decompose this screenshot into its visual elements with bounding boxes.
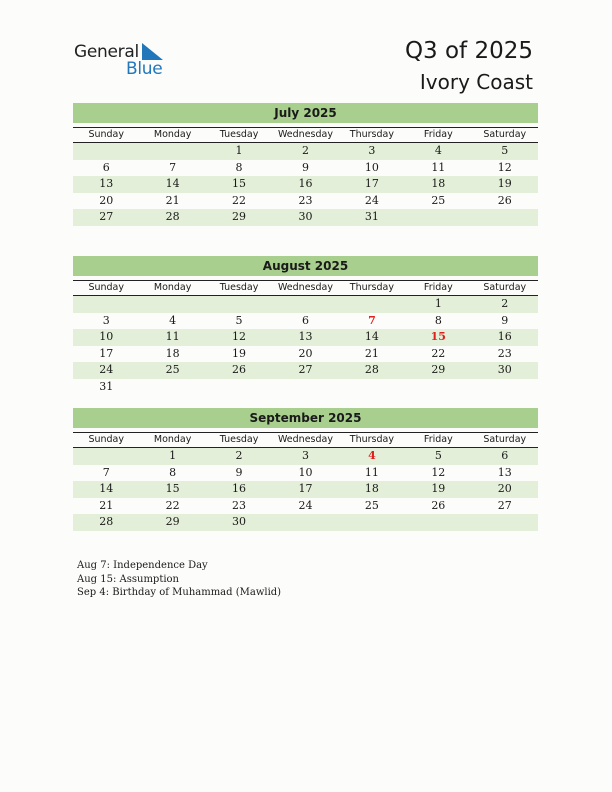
empty-day-cell: [339, 296, 405, 313]
day-cell: 9: [235, 465, 243, 479]
month-calendar-august: [73, 256, 538, 395]
holiday-note: Sep 4: Birthday of Muhammad (Mawlid): [77, 587, 282, 598]
week-row: [73, 465, 538, 482]
day-cell: 5: [501, 144, 509, 157]
generalblue-logo: [74, 42, 174, 78]
week-row: [73, 176, 538, 193]
weekday-label: Monday: [153, 434, 192, 445]
day-cell: 3: [301, 449, 309, 462]
day-cell: 18: [364, 482, 379, 495]
empty-day-cell: [73, 296, 139, 313]
day-cell: 25: [431, 193, 446, 207]
day-cell: 1: [169, 449, 177, 462]
day-cell: 24: [99, 363, 114, 376]
empty-day-cell: [339, 379, 405, 396]
day-cell: 6: [301, 313, 309, 327]
weekday-header-row: [73, 127, 538, 143]
weekday-label: Sunday: [88, 434, 124, 445]
day-cell: 27: [99, 210, 114, 223]
day-cell: 5: [235, 313, 243, 327]
day-cell: 23: [497, 346, 512, 360]
week-row: [73, 362, 538, 379]
day-cell: 13: [497, 465, 512, 479]
day-cell: 19: [497, 177, 512, 190]
day-cell: 16: [298, 177, 313, 190]
day-cell: 29: [431, 363, 446, 376]
day-cell: 19: [232, 346, 247, 360]
weekday-label: Thursday: [349, 282, 394, 293]
day-cell: 28: [165, 210, 180, 223]
day-cell: 27: [497, 498, 512, 512]
day-cell: 29: [165, 515, 180, 528]
day-cell: 18: [165, 346, 180, 360]
day-cell: 1: [434, 297, 442, 310]
week-row: [73, 514, 538, 531]
day-cell: 12: [431, 465, 446, 479]
holiday-note: Aug 7: Independence Day: [77, 560, 208, 571]
day-cell: 31: [99, 379, 114, 393]
week-row: [73, 193, 538, 210]
weekday-label: Thursday: [349, 434, 394, 445]
month-title: September 2025: [73, 408, 538, 428]
day-cell: 25: [364, 498, 379, 512]
day-cell: 24: [298, 498, 313, 512]
week-row: [73, 448, 538, 465]
empty-day-cell: [139, 379, 205, 396]
empty-day-cell: [272, 296, 338, 313]
day-cell: 8: [169, 465, 177, 479]
day-cell: 28: [99, 515, 114, 528]
week-row: [73, 379, 538, 396]
month-calendar-september: [73, 408, 538, 531]
day-cell: 7: [368, 313, 376, 327]
day-cell: 21: [364, 346, 379, 360]
weekday-header-row: [73, 280, 538, 296]
day-cell: 5: [434, 449, 442, 462]
weekday-label: Monday: [153, 129, 192, 140]
empty-day-cell: [405, 514, 471, 531]
weekday-label: Tuesday: [219, 282, 259, 293]
weekday-label: Wednesday: [277, 129, 333, 140]
weekday-label: Wednesday: [277, 434, 333, 445]
day-cell: 15: [430, 330, 446, 343]
week-row: [73, 346, 538, 363]
holiday-note: Aug 15: Assumption: [77, 573, 180, 585]
logo-word-blue: Blue: [126, 59, 163, 79]
day-cell: 16: [232, 482, 247, 495]
day-cell: 9: [501, 313, 509, 327]
weekday-label: Friday: [423, 282, 453, 293]
day-cell: 10: [364, 160, 379, 174]
page-title: Q3 of 2025: [404, 38, 533, 64]
day-cell: 17: [99, 346, 114, 360]
day-cell: 26: [232, 363, 247, 376]
empty-day-cell: [405, 379, 471, 396]
empty-day-cell: [339, 514, 405, 531]
week-row: [73, 160, 538, 177]
day-cell: 1: [235, 144, 243, 157]
day-cell: 11: [165, 330, 180, 343]
day-cell: 8: [434, 313, 442, 327]
weekday-label: Saturday: [483, 129, 527, 140]
empty-day-cell: [405, 209, 471, 226]
day-cell: 24: [364, 193, 379, 207]
empty-day-cell: [139, 296, 205, 313]
day-cell: 28: [364, 363, 379, 376]
day-cell: 20: [497, 482, 512, 495]
day-cell: 30: [232, 515, 247, 528]
weekday-label: Thursday: [349, 129, 394, 140]
day-cell: 20: [298, 346, 313, 360]
empty-day-cell: [472, 209, 538, 226]
weekday-header-row: [73, 432, 538, 448]
day-cell: 30: [497, 363, 512, 376]
day-cell: 27: [298, 363, 313, 376]
day-cell: 11: [364, 465, 379, 479]
day-cell: 23: [298, 193, 313, 207]
day-cell: 15: [232, 177, 247, 190]
empty-day-cell: [272, 379, 338, 396]
weekday-label: Friday: [423, 434, 453, 445]
weekday-label: Wednesday: [277, 282, 333, 293]
day-cell: 2: [301, 144, 309, 157]
day-cell: 16: [497, 330, 512, 343]
day-cell: 21: [165, 193, 180, 207]
day-cell: 4: [434, 144, 442, 157]
week-row: [73, 498, 538, 515]
day-cell: 3: [102, 313, 110, 327]
empty-day-cell: [206, 296, 272, 313]
day-cell: 14: [99, 482, 114, 495]
day-cell: 14: [364, 330, 379, 343]
day-cell: 8: [235, 160, 243, 174]
day-cell: 21: [99, 498, 114, 512]
day-cell: 12: [232, 330, 247, 343]
day-cell: 25: [165, 363, 180, 376]
day-cell: 4: [169, 313, 177, 327]
week-row: [73, 313, 538, 330]
day-cell: 23: [232, 498, 247, 512]
month-title: July 2025: [73, 103, 538, 123]
day-cell: 2: [235, 449, 243, 462]
month-title: August 2025: [73, 256, 538, 276]
week-row: [73, 329, 538, 346]
holiday-notes: [77, 559, 281, 600]
weekday-label: Tuesday: [219, 129, 259, 140]
weekday-label: Tuesday: [219, 434, 259, 445]
week-row: [73, 143, 538, 160]
day-cell: 15: [165, 482, 180, 495]
day-cell: 7: [169, 160, 177, 174]
week-row: [73, 296, 538, 313]
day-cell: 26: [431, 498, 446, 512]
day-cell: 13: [99, 177, 114, 190]
page-subtitle: Ivory Coast: [419, 70, 533, 94]
weekday-label: Monday: [153, 282, 192, 293]
week-row: [73, 209, 538, 226]
weekday-label: Sunday: [88, 129, 124, 140]
month-calendar-july: [73, 103, 538, 226]
day-cell: 12: [497, 160, 512, 174]
day-cell: 10: [99, 330, 114, 343]
day-cell: 30: [298, 210, 313, 223]
day-cell: 22: [165, 498, 180, 512]
empty-day-cell: [73, 448, 139, 465]
day-cell: 6: [501, 449, 509, 462]
day-cell: 7: [102, 465, 110, 479]
day-cell: 4: [368, 449, 376, 462]
day-cell: 31: [364, 210, 379, 223]
day-cell: 9: [301, 160, 309, 174]
day-cell: 14: [165, 177, 180, 190]
day-cell: 2: [501, 297, 509, 310]
day-cell: 26: [497, 193, 512, 207]
day-cell: 22: [232, 193, 247, 207]
day-cell: 17: [364, 177, 379, 190]
empty-day-cell: [472, 514, 538, 531]
day-cell: 22: [431, 346, 446, 360]
empty-day-cell: [206, 379, 272, 396]
day-cell: 11: [431, 160, 446, 174]
day-cell: 19: [431, 482, 446, 495]
week-row: [73, 481, 538, 498]
weekday-label: Saturday: [483, 434, 527, 445]
weekday-label: Sunday: [88, 282, 124, 293]
empty-day-cell: [139, 143, 205, 160]
day-cell: 29: [232, 210, 247, 223]
day-cell: 18: [431, 177, 446, 190]
empty-day-cell: [272, 514, 338, 531]
empty-day-cell: [73, 143, 139, 160]
empty-day-cell: [472, 379, 538, 396]
day-cell: 17: [298, 482, 313, 495]
weekday-label: Friday: [423, 129, 453, 140]
day-cell: 10: [298, 465, 313, 479]
logo-word-general: General: [74, 42, 139, 62]
day-cell: 20: [99, 193, 114, 207]
day-cell: 6: [102, 160, 110, 174]
day-cell: 3: [368, 144, 376, 157]
day-cell: 13: [298, 330, 313, 343]
weekday-label: Saturday: [483, 282, 527, 293]
